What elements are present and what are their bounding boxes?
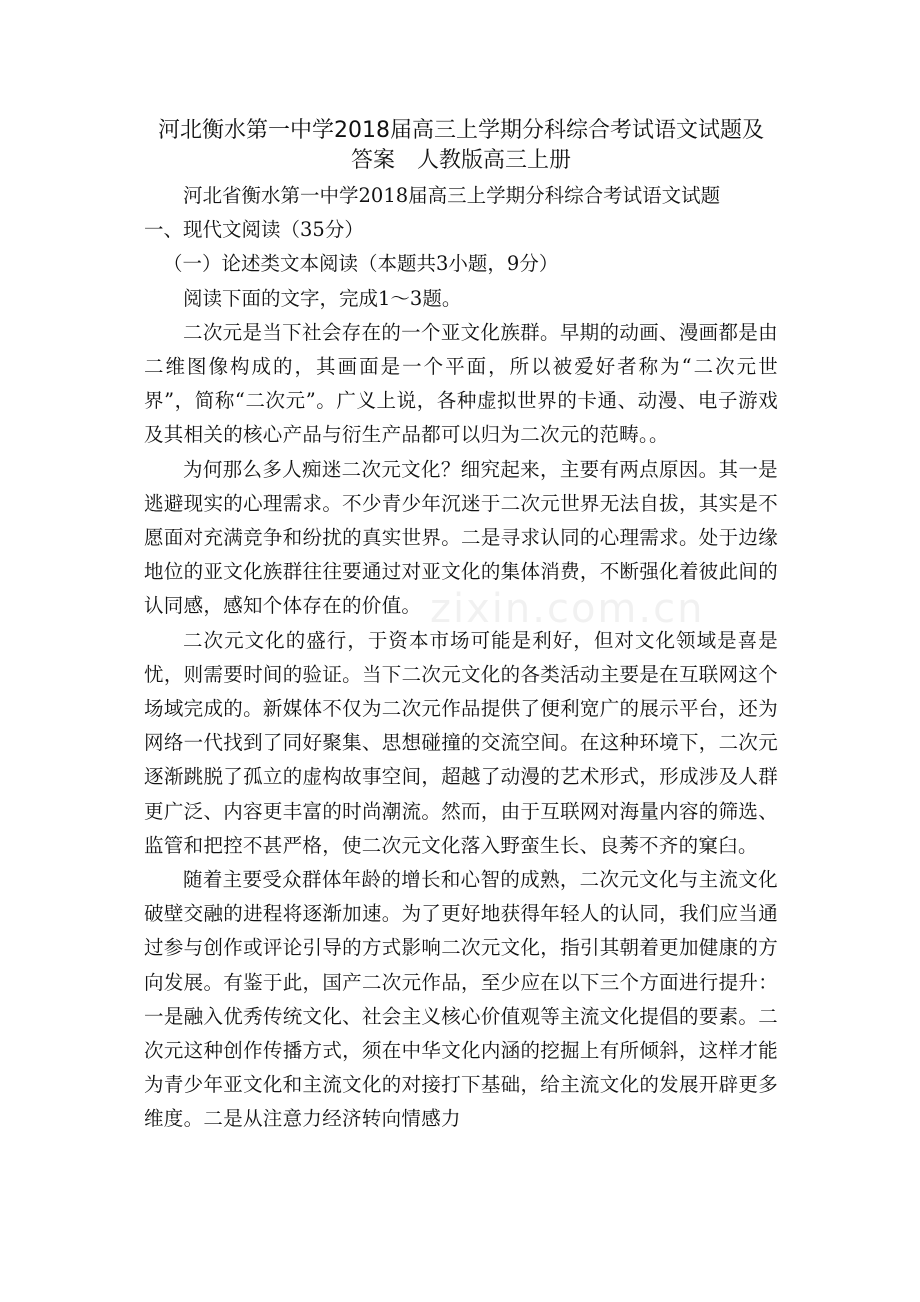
document-title	[144, 116, 778, 176]
paragraph-1: 二次元是当下社会存在的一个亚文化族群。早期的动画、漫画都是由二维图像构成的，其画面是一个平面，所以被爱好者称为“二次元世界”，简称“二次元”。广义上说，各种虚拟世界的卡通、动漫、电子游戏及其相关的核心产品与衍生产品都可以归为二次元的范畴。。	[144, 320, 778, 447]
paragraph-2: 为何那么多人痴迷二次元文化？细究起来，主要有两点原因。其一是逃避现实的心理需求。不少青少年沉迷于二次元世界无法自拔，其实是不愿面对充满竞争和纷扰的真实世界。二是寻求认同的心理需求。处于边缘地位的亚文化族群往往要通过对亚文化的集体消费，不断强化着彼此间的认同感，感知个体存在的价值。	[144, 457, 778, 618]
document-subtitle: 河北省衡水第一中学2018届高三上学期分科综合考试语文试题	[183, 184, 721, 207]
reading-instruction: 阅读下面的文字，完成1～3题。	[183, 286, 462, 310]
paragraph-3: 二次元文化的盛行，于资本市场可能是利好，但对文化领域是喜是忧，则需要时间的验证。当下二次元文化的各类活动主要是在互联网这个场域完成的。新媒体不仅为二次元作品提供了便利宽广的展示平台，还为网络一代找到了同好聚集、思想碰撞的交流空间。在这种环境下，二次元逐渐跳脱了孤立的虚构故事空间，超越了动漫的艺术形式，形成涉及人群更广泛、内容更丰富的时尚潮流。然而，由于互联网对海量内容的筛选、监管和把控不甚严格，使二次元文化落入野蛮生长、良莠不齐的窠臼。	[144, 628, 778, 857]
title-line-2: 答案 人教版高三上册	[350, 148, 571, 173]
subsection-heading: （一）论述类文本阅读（本题共3小题，9分）	[163, 252, 559, 276]
site-watermark: zixin.com.cn	[430, 586, 705, 632]
title-line-1: 河北衡水第一中学2018届高三上学期分科综合考试语文试题及	[158, 118, 764, 143]
paragraph-4: 随着主要受众群体年龄的增长和心智的成熟，二次元文化与主流文化破壁交融的进程将逐渐加速。为了更好地获得年轻人的认同，我们应当通过参与创作或评论引导的方式影响二次元文化，指引其朝着更加健康的方向发展。有鉴于此，国产二次元作品，至少应在以下三个方面进行提升：一是融入优秀传统文化、社会主义核心价值观等主流文化提倡的要素。二次元这种创作传播方式，须在中华文化内涵的挖掘上有所倾斜，这样才能为青少年亚文化和主流文化的对接打下基础，给主流文化的发展开辟更多维度。二是从注意力经济转向情感力	[144, 868, 778, 1131]
section-heading: 一、现代文阅读（35分）	[144, 218, 364, 242]
